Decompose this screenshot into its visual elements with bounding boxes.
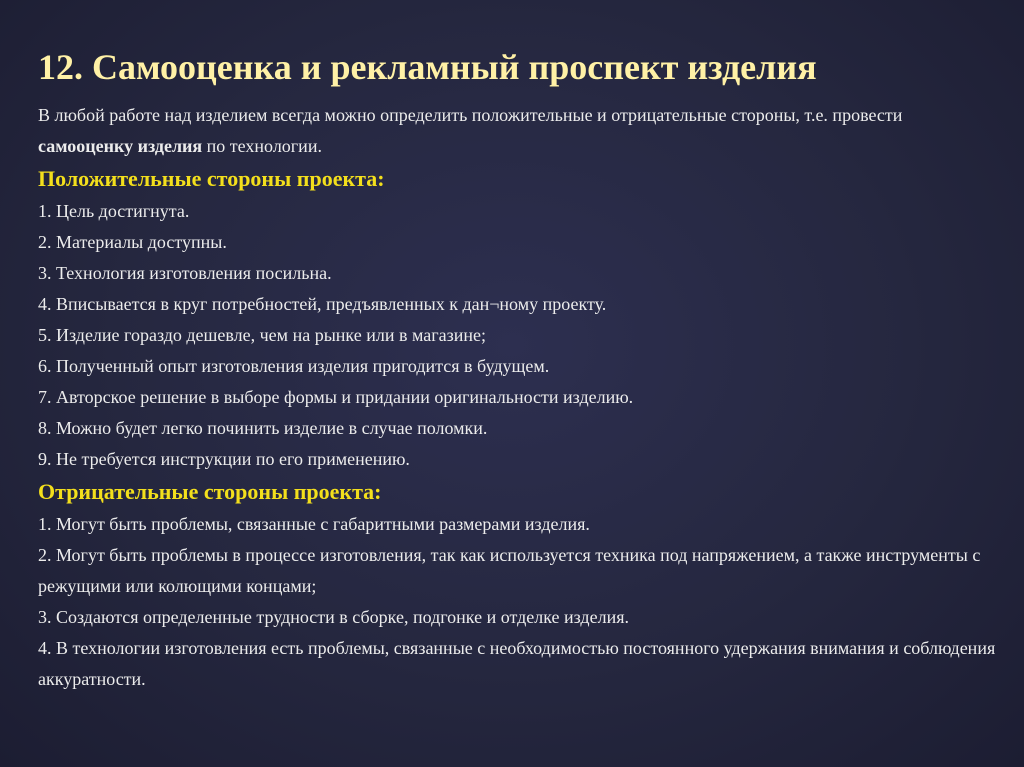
negative-item: 3. Создаются определенные трудности в сборке, подгонке и отделке изделия. bbox=[38, 607, 629, 627]
positive-item: 4. Вписывается в круг потребностей, предъявленных к дан¬ному проекту. bbox=[38, 294, 607, 314]
intro-paragraph bbox=[38, 100, 998, 162]
positive-heading: Положительные стороны проекта: bbox=[38, 166, 385, 191]
slide-title: 12. Самооценка и рекламный проспект изделия bbox=[38, 47, 817, 87]
positive-item: 3. Технология изготовления посильна. bbox=[38, 263, 332, 283]
slide-content bbox=[38, 100, 998, 695]
positive-item: 6. Полученный опыт изготовления изделия пригодится в будущем. bbox=[38, 356, 550, 376]
positive-item: 1. Цель достигнута. bbox=[38, 201, 190, 221]
intro-text-before: В любой работе над изделием всегда можно определить положительные и отрицательные стороны, т.е. провести bbox=[38, 105, 903, 125]
positive-item: 9. Не требуется инструкции по его применению. bbox=[38, 449, 410, 469]
intro-text-after: по технологии. bbox=[202, 136, 322, 156]
intro-bold-term: самооценку изделия bbox=[38, 136, 203, 156]
positive-item: 2. Материалы доступны. bbox=[38, 232, 227, 252]
negative-item: 2. Могут быть проблемы в процессе изготовления, так как используется техника под напряжением, а также инструменты с режущими или колющими концами; bbox=[38, 545, 981, 596]
positive-item: 8. Можно будет легко починить изделие в случае поломки. bbox=[38, 418, 488, 438]
positive-item: 7. Авторское решение в выборе формы и придании оригинальности изделию. bbox=[38, 387, 634, 407]
negative-heading: Отрицательные стороны проекта: bbox=[38, 479, 382, 504]
negative-item: 1. Могут быть проблемы, связанные с габаритными размерами изделия. bbox=[38, 514, 590, 534]
positive-item: 5. Изделие гораздо дешевле, чем на рынке или в магазине; bbox=[38, 325, 486, 345]
negative-item: 4. В технологии изготовления есть проблемы, связанные с необходимостью постоянного удержания внимания и соблюдения аккуратности. bbox=[38, 638, 996, 689]
